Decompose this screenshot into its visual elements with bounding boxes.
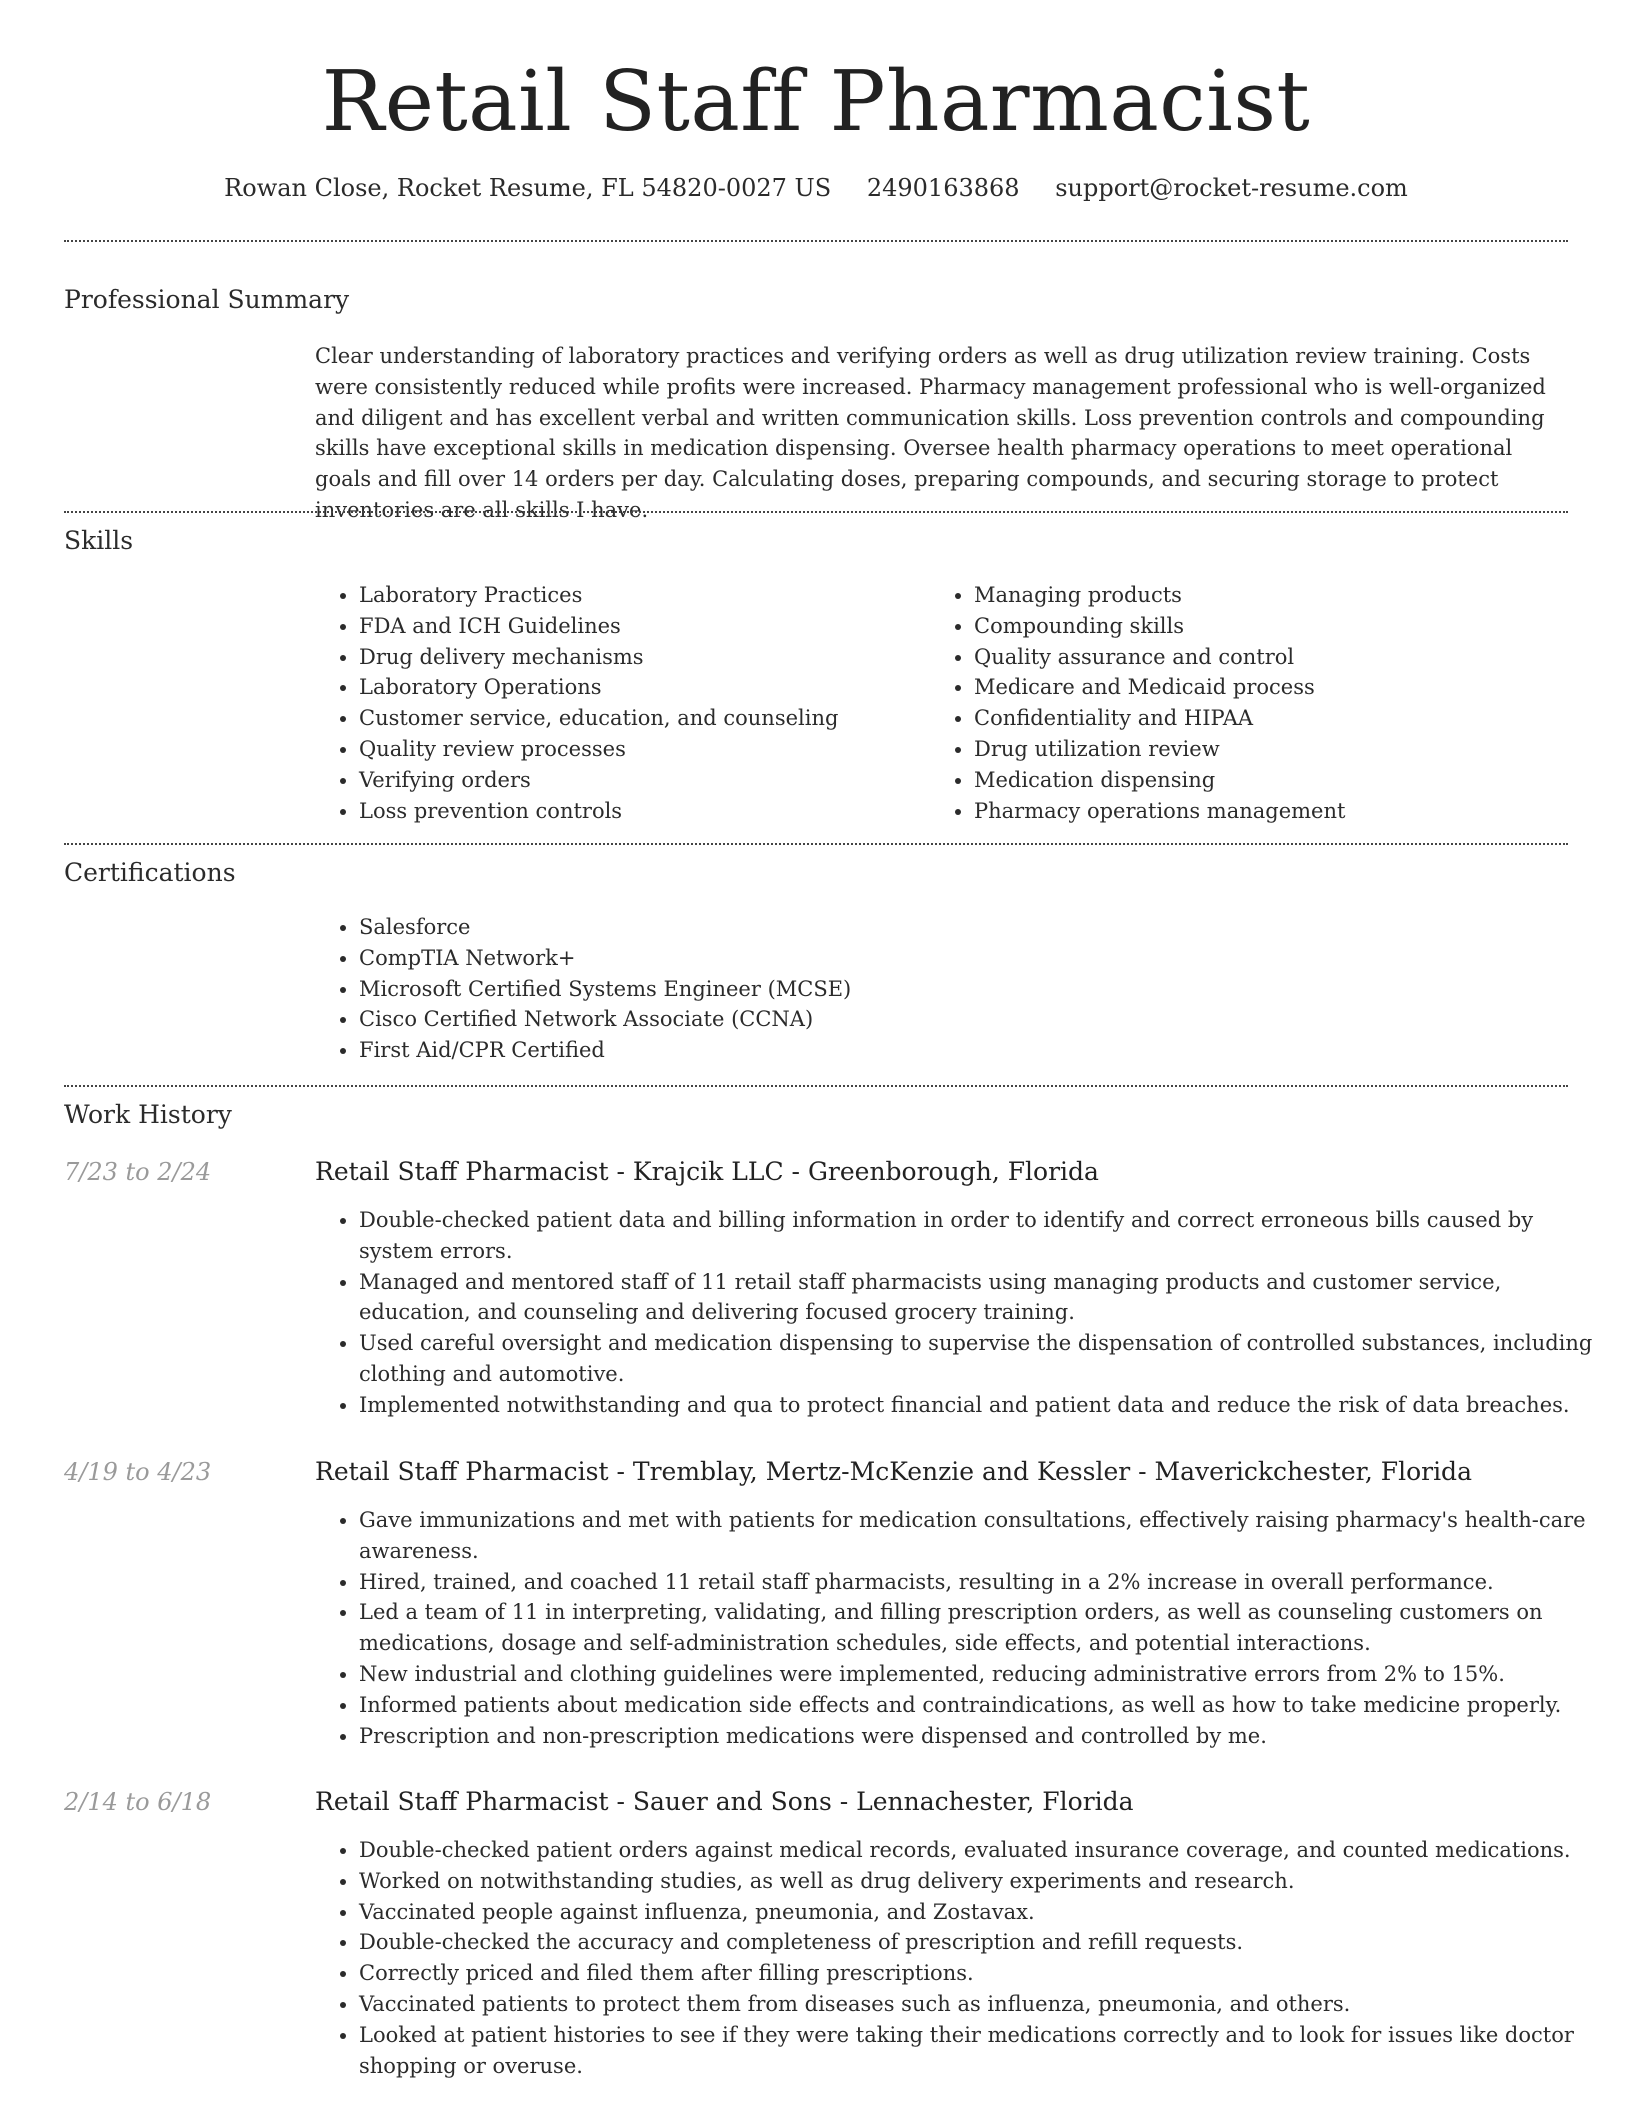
skill-item: • Laboratory Practices	[359, 580, 919, 611]
section-divider	[64, 511, 1568, 513]
job-bullet: • Double-checked the accuracy and completeness of prescription and refill requests.	[359, 1927, 1609, 1958]
job-bullets	[315, 1205, 1609, 1421]
job-bullet: • Led a team of 11 in interpreting, validating, and filling prescription orders, as well as counseling customers on medications, dosage and self-administration schedules, side effects, and potential interactions.	[359, 1597, 1609, 1659]
job-dates: 7/23 to 2/24	[64, 1158, 212, 1186]
job-heading: Retail Staff Pharmacist - Krajcik LLC - Greenborough, Florida	[315, 1157, 1099, 1186]
contact-phone: 2490163868	[866, 174, 1020, 202]
skill-item: • Medication dispensing	[974, 765, 1594, 796]
skill-item: • Managing products	[974, 580, 1594, 611]
job-bullet: • Double-checked patient orders against medical records, evaluated insurance coverage, and counted medications.	[359, 1835, 1609, 1866]
skill-item: • Customer service, education, and counseling	[359, 703, 919, 734]
contact-address: Rowan Close, Rocket Resume, FL 54820-0027 US	[224, 174, 832, 202]
certification-item: • Microsoft Certified Systems Engineer (MCSE)	[359, 974, 1609, 1005]
job-bullet: • Managed and mentored staff of 11 retail staff pharmacists using managing products and customer service, education, and counseling and delivering focused grocery training.	[359, 1267, 1609, 1329]
certification-item: • First Aid/CPR Certified	[359, 1035, 1609, 1066]
skill-item: • Compounding skills	[974, 611, 1594, 642]
contact-email: support@rocket-resume.com	[1055, 174, 1408, 202]
job-bullet: • Vaccinated people against influenza, pneumonia, and Zostavax.	[359, 1897, 1609, 1928]
skills-list-right	[930, 580, 1594, 826]
job-bullet: • Gave immunizations and met with patients for medication consultations, effectively raising pharmacy's health-care awareness.	[359, 1505, 1609, 1567]
section-divider	[64, 240, 1568, 242]
section-title-work-history: Work History	[64, 1100, 232, 1129]
skill-item: • Drug delivery mechanisms	[359, 642, 919, 673]
job-bullet: • Hired, trained, and coached 11 retail staff pharmacists, resulting in a 2% increase in overall performance.	[359, 1567, 1609, 1598]
job-heading: Retail Staff Pharmacist - Tremblay, Mertz-McKenzie and Kessler - Maverickchester, Florida	[315, 1457, 1472, 1486]
job-bullet: • Looked at patient histories to see if they were taking their medications correctly and to look for issues like doctor shopping or overuse.	[359, 2020, 1609, 2082]
job-dates: 2/14 to 6/18	[64, 1788, 212, 1816]
skill-item: • Medicare and Medicaid process	[974, 672, 1594, 703]
skill-item: • Quality assurance and control	[974, 642, 1594, 673]
skills-list-left	[315, 580, 919, 826]
job-bullet: • Prescription and non-prescription medications were dispensed and controlled by me.	[359, 1721, 1609, 1752]
job-bullet: • Correctly priced and filed them after filling prescriptions.	[359, 1958, 1609, 1989]
job-bullet: • Implemented notwithstanding and qua to protect financial and patient data and reduce the risk of data breaches.	[359, 1390, 1609, 1421]
skill-item: • Laboratory Operations	[359, 672, 919, 703]
section-title-certifications: Certifications	[64, 858, 236, 887]
summary-text: Clear understanding of laboratory practices and verifying orders as well as drug utilization review training. Costs were consistently reduced while profits were increased. Pharmacy management professional who is well-organized and diligent and has excellent verbal and written communication skills. Loss prevention controls and compounding skills have exceptional skills in medication dispensing. Oversee health pharmacy operations to meet operational goals and fill over 14 orders per day. Calculating doses, preparing compounds, and securing storage to protect inventories are all skills I have.	[315, 344, 1546, 522]
section-divider	[64, 1085, 1568, 1087]
section-divider	[64, 843, 1568, 845]
skill-item: • Drug utilization review	[974, 734, 1594, 765]
job-bullet: • Double-checked patient data and billing information in order to identify and correct erroneous bills caused by system errors.	[359, 1205, 1609, 1267]
skill-item: • Confidentiality and HIPAA	[974, 703, 1594, 734]
job-bullet: • Worked on notwithstanding studies, as well as drug delivery experiments and research.	[359, 1866, 1609, 1897]
certification-item: • CompTIA Network+	[359, 943, 1609, 974]
job-bullets	[315, 1835, 1609, 2081]
certification-item: • Cisco Certified Network Associate (CCNA)	[359, 1004, 1609, 1035]
job-bullet: • Informed patients about medication side effects and contraindications, as well as how to take medicine properly.	[359, 1690, 1609, 1721]
certifications-list	[315, 912, 1609, 1066]
resume-name-heading: Retail Staff Pharmacist	[321, 53, 1311, 150]
section-title-skills: Skills	[64, 526, 134, 555]
skill-item: • FDA and ICH Guidelines	[359, 611, 919, 642]
job-dates: 4/19 to 4/23	[64, 1458, 212, 1486]
job-heading: Retail Staff Pharmacist - Sauer and Sons - Lennachester, Florida	[315, 1787, 1134, 1816]
skill-item: • Quality review processes	[359, 734, 919, 765]
job-bullet: • Vaccinated patients to protect them from diseases such as influenza, pneumonia, and others.	[359, 1989, 1609, 2020]
certification-item: • Salesforce	[359, 912, 1609, 943]
job-bullet: • Used careful oversight and medication dispensing to supervise the dispensation of controlled substances, including clothing and automotive.	[359, 1328, 1609, 1390]
section-title-summary: Professional Summary	[64, 285, 350, 314]
skill-item: • Verifying orders	[359, 765, 919, 796]
skill-item: • Loss prevention controls	[359, 796, 919, 827]
job-bullet: • New industrial and clothing guidelines were implemented, reducing administrative errors from 2% to 15%.	[359, 1659, 1609, 1690]
skill-item: • Pharmacy operations management	[974, 796, 1594, 827]
contact-line	[0, 170, 1632, 206]
job-bullets	[315, 1505, 1609, 1751]
